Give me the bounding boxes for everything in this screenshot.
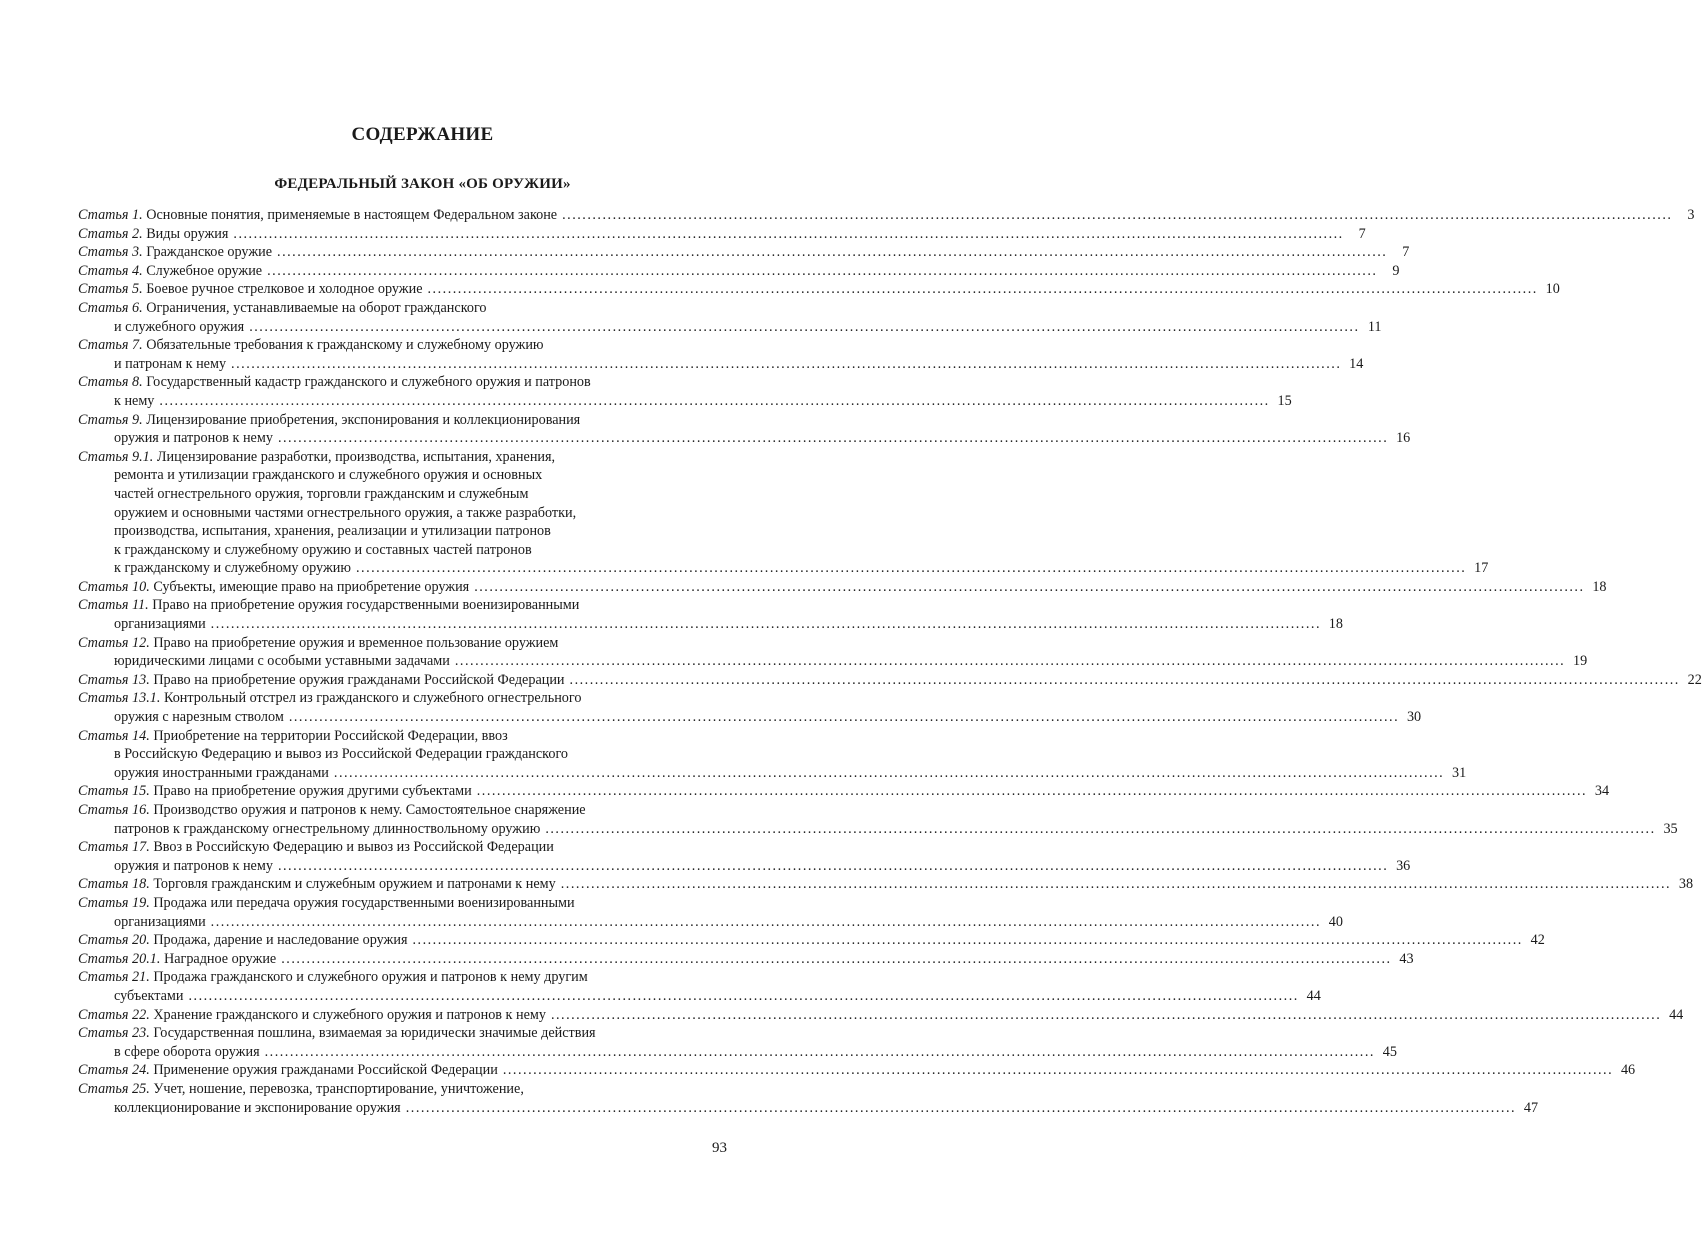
article-number: Статья 2. bbox=[78, 225, 143, 242]
toc-entry-line bbox=[78, 392, 1292, 411]
toc-entry-line bbox=[78, 225, 1366, 244]
toc-entry-line bbox=[78, 894, 726, 913]
toc-entry[interactable] bbox=[78, 299, 1382, 336]
article-title-text: к нему bbox=[114, 392, 155, 409]
toc-entry[interactable] bbox=[78, 950, 1414, 969]
article-title-text: Боевое ручное стрелковое и холодное оружие bbox=[146, 281, 423, 298]
dot-leader: ............................................................................................................................................................................................................................ bbox=[267, 262, 1378, 279]
dot-leader: ............................................................................................................................................................................................................................ bbox=[569, 671, 1680, 688]
article-number: Статья 9.1. bbox=[78, 448, 154, 465]
toc-entry[interactable] bbox=[78, 411, 1411, 448]
article-number: Статья 18. bbox=[78, 876, 150, 893]
article-number: Статья 16. bbox=[78, 802, 150, 818]
article-number: Статья 9. bbox=[78, 411, 143, 428]
toc-entry-line bbox=[78, 745, 726, 764]
toc-entry-line bbox=[78, 875, 1694, 894]
article-title-text: коллекционирование и экспонирование оружия bbox=[114, 1099, 401, 1116]
toc-entry-line bbox=[78, 1099, 1539, 1118]
dot-leader: ............................................................................................................................................................................................................................ bbox=[427, 281, 1538, 298]
article-number: Статья 4. bbox=[78, 262, 143, 279]
dot-leader: ............................................................................................................................................................................................................................ bbox=[502, 1062, 1614, 1079]
toc-entry-line bbox=[78, 485, 726, 504]
toc-entry[interactable] bbox=[78, 1024, 1397, 1061]
article-title-text: производства, испытания, хранения, реализации и утилизации патронов bbox=[114, 523, 551, 540]
toc-entry[interactable] bbox=[78, 875, 1694, 894]
toc-entry-line bbox=[78, 411, 726, 430]
article-title-text: Хранение гражданского и служебного оружия и патронов к нему bbox=[153, 1006, 546, 1023]
dot-leader: ............................................................................................................................................................................................................................ bbox=[277, 857, 1389, 874]
article-title-text: Государственная пошлина, взимаемая за юридически значимые действия bbox=[153, 1025, 596, 1042]
toc-entry-line bbox=[78, 671, 1702, 690]
article-title-text: оружием и основными частями огнестрельного оружия, а также разработки, bbox=[114, 504, 577, 521]
article-title-text: оружия и патронов к нему bbox=[114, 430, 273, 447]
article-title-text: в Российскую Федерацию и вывоз из Российской Федерации гражданского bbox=[114, 746, 569, 763]
toc-entry[interactable] bbox=[78, 671, 1702, 690]
dot-leader: ............................................................................................................................................................................................................................ bbox=[412, 932, 1523, 949]
toc-page-number: 45 bbox=[1382, 1043, 1397, 1060]
toc-entry-line bbox=[78, 206, 1695, 225]
article-number: Статья 1. bbox=[78, 207, 143, 223]
dot-leader: ............................................................................................................................................................................................................................ bbox=[231, 355, 1342, 372]
toc-entry-line bbox=[78, 559, 1489, 578]
toc-entry-line bbox=[78, 1024, 726, 1043]
toc-entry-line bbox=[78, 820, 1678, 839]
article-number: Статья 7. bbox=[78, 337, 143, 354]
toc-entry-line bbox=[78, 838, 726, 857]
article-title-text: Служебное оружие bbox=[146, 262, 263, 279]
toc-page-number: 40 bbox=[1328, 913, 1343, 930]
toc-entry[interactable] bbox=[78, 931, 1545, 950]
article-number: Статья 5. bbox=[78, 281, 143, 298]
toc-entry[interactable] bbox=[78, 634, 1588, 671]
dot-leader: ............................................................................................................................................................................................................................ bbox=[264, 1043, 1375, 1060]
article-title-text: Обязательные требования к гражданскому и служебному оружию bbox=[146, 337, 544, 354]
article-title-text: Учет, ношение, перевозка, транспортирование, уничтожение, bbox=[153, 1080, 524, 1097]
toc-entry-line bbox=[78, 504, 726, 523]
article-title-text: патронов к гражданскому огнестрельному длинноствольному оружию bbox=[114, 820, 541, 837]
toc-entry-line bbox=[78, 782, 1610, 801]
toc-entry-line bbox=[78, 801, 726, 820]
toc-entry-line bbox=[78, 1043, 1397, 1062]
toc-entry-line bbox=[78, 373, 726, 392]
toc-entry[interactable] bbox=[78, 968, 1321, 1005]
toc-entry[interactable] bbox=[78, 689, 1422, 726]
toc-entry-line bbox=[78, 280, 1560, 299]
article-title-text: Право на приобретение оружия государственными военизированными bbox=[152, 597, 580, 614]
toc-page-number: 36 bbox=[1396, 857, 1411, 874]
article-title-text: Гражданское оружие bbox=[146, 244, 273, 261]
toc-entry-line bbox=[78, 596, 726, 615]
toc-entry-line bbox=[78, 243, 1410, 262]
table-of-contents bbox=[78, 206, 1702, 1117]
toc-entry[interactable] bbox=[78, 596, 1343, 633]
article-number: Статья 8. bbox=[78, 374, 143, 391]
article-title-text: оружия и патронов к нему bbox=[114, 857, 273, 874]
article-title-text: и патронам к нему bbox=[114, 355, 227, 372]
toc-entry[interactable] bbox=[78, 373, 1292, 410]
toc-entry-line bbox=[78, 652, 1588, 671]
dot-leader: ............................................................................................................................................................................................................................ bbox=[188, 987, 1299, 1004]
article-title-text: Продажа гражданского и служебного оружия и патронов к нему другим bbox=[153, 969, 588, 986]
toc-entry[interactable] bbox=[78, 578, 1607, 597]
toc-entry-line bbox=[78, 429, 1411, 448]
article-title-text: ремонта и утилизации гражданского и служебного оружия и основных bbox=[114, 467, 543, 484]
toc-page-number: 44 bbox=[1669, 1006, 1684, 1023]
toc-entry-line bbox=[78, 318, 1382, 337]
article-number: Статья 25. bbox=[78, 1080, 150, 1097]
toc-page-number: 44 bbox=[1306, 987, 1321, 1004]
toc-entry-line bbox=[78, 466, 726, 485]
article-title-text: частей огнестрельного оружия, торговли гражданским и служебным bbox=[114, 485, 529, 502]
article-title-text: и служебного оружия bbox=[114, 318, 245, 335]
article-title-text: Приобретение на территории Российской Федерации, ввоз bbox=[153, 727, 508, 744]
dot-leader: ............................................................................................................................................................................................................................ bbox=[159, 392, 1270, 409]
article-number: Статья 15. bbox=[78, 783, 150, 800]
toc-page-number: 3 bbox=[1687, 207, 1695, 223]
toc-entry-line bbox=[78, 336, 726, 355]
toc-entry-line bbox=[78, 727, 726, 746]
page-heading: СОДЕРЖАНИЕ bbox=[351, 124, 494, 145]
article-title-text: Государственный кадастр гражданского и служебного оружия и патронов bbox=[146, 374, 591, 391]
dot-leader: ............................................................................................................................................................................................................................ bbox=[560, 876, 1672, 893]
article-title-text: Право на приобретение оружия гражданами Российской Федерации bbox=[153, 671, 565, 688]
toc-page-number: 43 bbox=[1399, 950, 1414, 967]
article-number: Статья 20.1. bbox=[78, 950, 161, 967]
article-title-text: Виды оружия bbox=[146, 225, 229, 242]
article-title-text: Ограничения, устанавливаемые на оборот гражданского bbox=[146, 299, 487, 316]
section-title: ФЕДЕРАЛЬНЫЙ ЗАКОН «ОБ ОРУЖИИ» bbox=[274, 176, 571, 192]
toc-entry-line bbox=[78, 913, 1343, 932]
article-number: Статья 14. bbox=[78, 727, 150, 744]
dot-leader: ............................................................................................................................................................................................................................ bbox=[405, 1099, 1517, 1116]
toc-entry[interactable] bbox=[78, 206, 1695, 225]
toc-entry[interactable] bbox=[78, 225, 1366, 244]
article-number: Статья 22. bbox=[78, 1006, 150, 1023]
toc-entry-line bbox=[78, 299, 726, 318]
article-number: Статья 17. bbox=[78, 839, 150, 856]
article-number: Статья 24. bbox=[78, 1062, 150, 1079]
toc-entry-line bbox=[78, 1061, 1636, 1080]
article-title-text: Продажа или передача оружия государственными военизированными bbox=[153, 894, 575, 911]
article-title-text: Контрольный отстрел из гражданского и служебного огнестрельного bbox=[163, 690, 582, 707]
dot-leader: ............................................................................................................................................................................................................................ bbox=[210, 913, 1321, 930]
toc-entry[interactable] bbox=[78, 838, 1411, 875]
toc-page-number: 10 bbox=[1545, 281, 1560, 298]
article-title-text: оружия с нарезным стволом bbox=[114, 709, 284, 726]
dot-leader: ............................................................................................................................................................................................................................ bbox=[562, 207, 1673, 223]
article-title-text: Лицензирование разработки, производства, испытания, хранения, bbox=[156, 448, 556, 465]
article-title-text: в сфере оборота оружия bbox=[114, 1043, 260, 1060]
toc-entry-line bbox=[78, 950, 1414, 969]
article-title-text: Наградное оружие bbox=[163, 950, 277, 967]
dot-leader: ............................................................................................................................................................................................................................ bbox=[249, 318, 1360, 335]
article-title-text: субъектами bbox=[114, 987, 184, 1004]
dot-leader: ............................................................................................................................................................................................................................ bbox=[210, 616, 1321, 633]
toc-entry-line bbox=[78, 355, 1364, 374]
toc-entry-line bbox=[78, 708, 1422, 727]
article-number: Статья 3. bbox=[78, 244, 143, 261]
toc-entry-line bbox=[78, 931, 1545, 950]
dot-leader: ............................................................................................................................................................................................................................ bbox=[454, 653, 1566, 670]
toc-entry-line bbox=[78, 987, 1321, 1006]
toc-entry-line bbox=[78, 689, 726, 708]
toc-entry-line bbox=[78, 262, 1400, 281]
toc-page-number: 22 bbox=[1687, 671, 1702, 688]
toc-page-number: 7 bbox=[1402, 244, 1410, 261]
article-title-text: Основные понятия, применяемые в настоящем Федеральном законе bbox=[146, 207, 558, 223]
toc-page-number: 14 bbox=[1349, 355, 1364, 372]
article-title-text: организациями bbox=[114, 616, 206, 633]
dot-leader: ............................................................................................................................................................................................................................ bbox=[474, 578, 1585, 595]
toc-entry[interactable] bbox=[78, 1006, 1684, 1025]
article-title-text: оружия иностранными гражданами bbox=[114, 764, 329, 781]
article-number: Статья 13. bbox=[78, 671, 150, 688]
dot-leader: ............................................................................................................................................................................................................................ bbox=[277, 430, 1389, 447]
toc-entry[interactable] bbox=[78, 448, 1489, 578]
toc-page-number: 19 bbox=[1573, 653, 1588, 670]
toc-page-number: 31 bbox=[1452, 764, 1467, 781]
dot-leader: ............................................................................................................................................................................................................................ bbox=[281, 950, 1392, 967]
article-title-text: Право на приобретение оружия и временное пользование оружием bbox=[153, 634, 559, 651]
article-number: Статья 10. bbox=[78, 578, 150, 595]
toc-entry-line bbox=[78, 615, 1343, 634]
dot-leader: ............................................................................................................................................................................................................................ bbox=[355, 560, 1467, 577]
toc-page-number: 30 bbox=[1406, 709, 1422, 726]
dot-leader: ............................................................................................................................................................................................................................ bbox=[333, 764, 1445, 781]
article-number: Статья 11. bbox=[78, 597, 149, 614]
toc-entry[interactable] bbox=[78, 1061, 1636, 1080]
toc-entry[interactable] bbox=[78, 894, 1343, 931]
toc-page-number: 17 bbox=[1474, 560, 1489, 577]
toc-page-number: 18 bbox=[1328, 616, 1343, 633]
dot-leader: ............................................................................................................................................................................................................................ bbox=[550, 1006, 1662, 1023]
toc-page-number: 46 bbox=[1620, 1062, 1636, 1079]
toc-page-number: 7 bbox=[1358, 225, 1366, 242]
article-title-text: Торговля гражданским и служебным оружием и патронами к нему bbox=[153, 876, 556, 893]
page-number: 93 bbox=[712, 1140, 727, 1156]
dot-leader: ............................................................................................................................................................................................................................ bbox=[545, 820, 1656, 837]
dot-leader: ............................................................................................................................................................................................................................ bbox=[277, 244, 1388, 261]
toc-entry-line bbox=[78, 448, 726, 467]
toc-page-number: 16 bbox=[1396, 430, 1411, 447]
toc-entry-line bbox=[78, 1006, 1684, 1025]
toc-entry[interactable] bbox=[78, 727, 1467, 783]
toc-page-number: 38 bbox=[1678, 876, 1694, 893]
article-title-text: Ввоз в Российскую Федерацию и вывоз из Российской Федерации bbox=[153, 839, 554, 856]
toc-page-number: 18 bbox=[1592, 578, 1607, 595]
article-number: Статья 13.1. bbox=[78, 690, 161, 707]
toc-page-number: 34 bbox=[1594, 783, 1610, 800]
toc-page-number: 42 bbox=[1530, 932, 1545, 949]
toc-page-number: 9 bbox=[1392, 262, 1400, 279]
article-title-text: Лицензирование приобретения, экспонирования и коллекционирования bbox=[146, 411, 581, 428]
toc-page-number: 47 bbox=[1523, 1099, 1539, 1116]
article-title-text: к гражданскому и служебному оружию bbox=[114, 560, 351, 577]
article-number: Статья 19. bbox=[78, 894, 150, 911]
toc-entry-line bbox=[78, 522, 726, 541]
article-number: Статья 12. bbox=[78, 634, 150, 651]
article-title-text: юридическими лицами с особыми уставными задачами bbox=[114, 653, 450, 670]
dot-leader: ............................................................................................................................................................................................................................ bbox=[288, 709, 1400, 726]
article-title-text: Субъекты, имеющие право на приобретение оружия bbox=[153, 578, 470, 595]
article-title-text: к гражданскому и служебному оружию и составных частей патронов bbox=[114, 541, 532, 558]
toc-entry[interactable] bbox=[78, 262, 1400, 281]
toc-entry-line bbox=[78, 968, 726, 987]
article-title-text: Применение оружия гражданами Российской Федерации bbox=[153, 1062, 498, 1079]
toc-entry[interactable] bbox=[78, 801, 1678, 838]
toc-entry[interactable] bbox=[78, 336, 1364, 373]
dot-leader: ............................................................................................................................................................................................................................ bbox=[233, 225, 1344, 242]
toc-entry[interactable] bbox=[78, 1080, 1539, 1117]
toc-entry-line bbox=[78, 764, 1467, 783]
toc-page-number: 15 bbox=[1277, 392, 1292, 409]
toc-entry[interactable] bbox=[78, 280, 1560, 299]
article-number: Статья 6. bbox=[78, 299, 143, 316]
toc-entry-line bbox=[78, 857, 1411, 876]
toc-page-number: 35 bbox=[1663, 820, 1678, 837]
dot-leader: ............................................................................................................................................................................................................................ bbox=[476, 783, 1588, 800]
article-number: Статья 21. bbox=[78, 969, 150, 986]
toc-entry-line bbox=[78, 578, 1607, 597]
toc-entry-line bbox=[78, 634, 726, 653]
toc-entry[interactable] bbox=[78, 243, 1410, 262]
article-number: Статья 23. bbox=[78, 1025, 150, 1042]
article-number: Статья 20. bbox=[78, 932, 150, 949]
toc-entry-line bbox=[78, 541, 726, 560]
toc-entry[interactable] bbox=[78, 782, 1610, 801]
article-title-text: организациями bbox=[114, 913, 206, 930]
article-title-text: Право на приобретение оружия другими субъектами bbox=[153, 783, 472, 800]
article-title-text: Производство оружия и патронов к нему. Самостоятельное снаряжение bbox=[153, 802, 586, 818]
toc-entry-line bbox=[78, 1080, 726, 1099]
article-title-text: Продажа, дарение и наследование оружия bbox=[153, 932, 408, 949]
toc-page-number: 11 bbox=[1367, 318, 1382, 335]
